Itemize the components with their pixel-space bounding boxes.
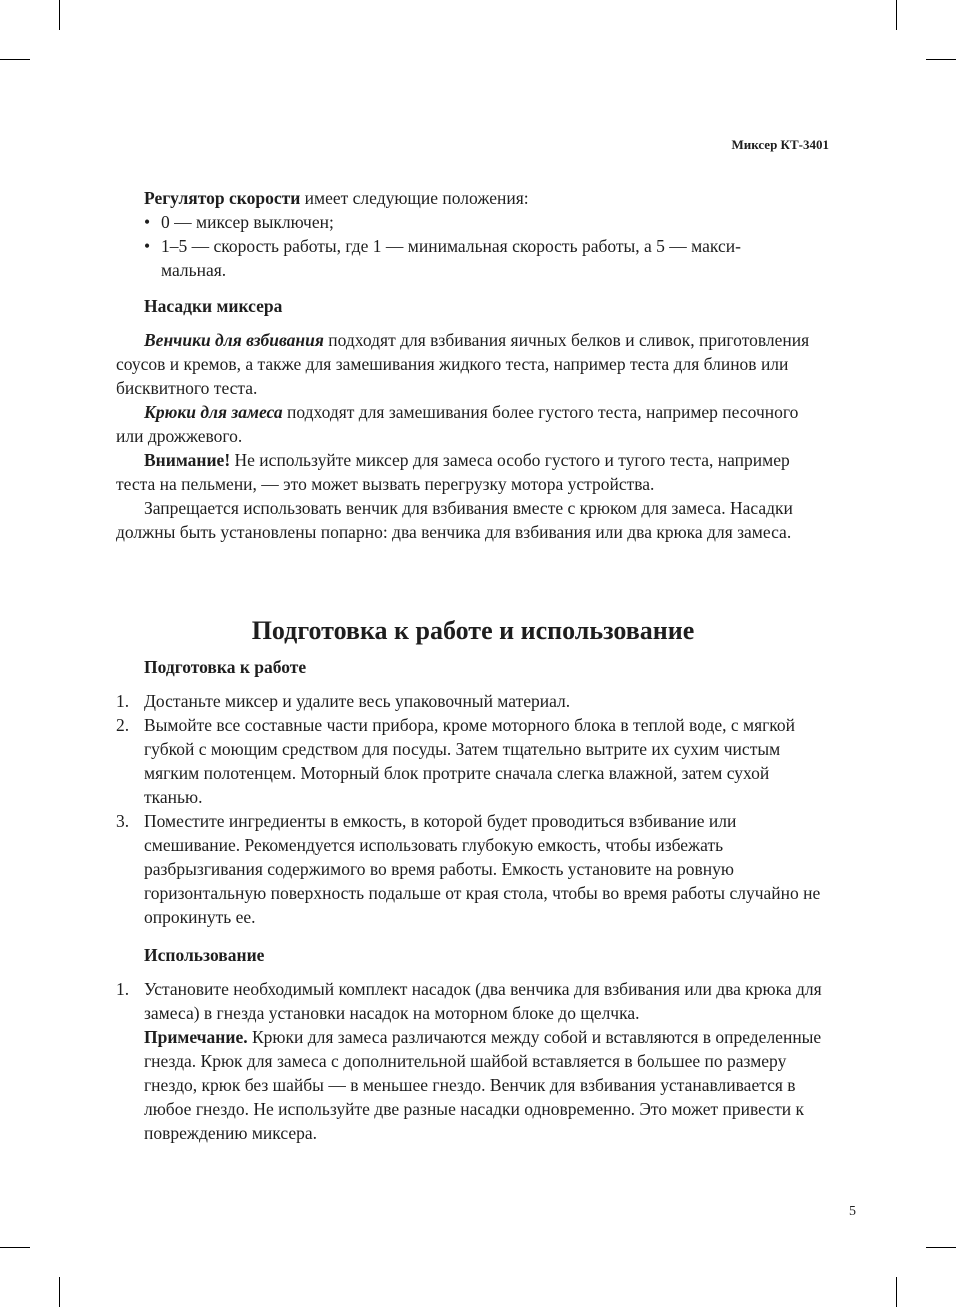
page-body bbox=[116, 186, 830, 1145]
list-item bbox=[116, 689, 830, 713]
step-text: Поместите ингредиенты в емкость, в которой будет проводиться взбивание или смешивание. Рекомендуется использовать глубокую емкость, чтобы избежать разбрызгивания содержимого во время работы. Емкость установите на ровную горизонтальную поверхность подальше от края стола, чтобы во время работы случайно не опрокинуть ее. bbox=[144, 811, 821, 927]
speed-intro bbox=[116, 186, 830, 210]
speed-lead-rest: имеет следующие положения: bbox=[300, 188, 529, 208]
prep-heading: Подготовка к работе bbox=[144, 657, 307, 677]
crop-mark bbox=[59, 1277, 60, 1307]
hooks-text: подходят для замешивания более густого теста, например песочного или дрожжевого. bbox=[116, 402, 799, 446]
step-number: 3. bbox=[116, 811, 130, 831]
speed-lead-bold: Регулятор скорости bbox=[144, 188, 301, 208]
crop-mark bbox=[896, 0, 897, 30]
crop-mark bbox=[0, 1247, 30, 1248]
attachments-heading: Насадки миксера bbox=[144, 296, 283, 316]
whisk-paragraph bbox=[116, 328, 830, 400]
note-label: Примечание. bbox=[144, 1027, 248, 1047]
step-number: 1. bbox=[116, 979, 130, 999]
step-text: Достаньте миксер и удалите весь упаковочный материал. bbox=[144, 691, 571, 711]
step-text: Вымойте все составные части прибора, кроме моторного блока в теплой воде, с мягкой губкой с моющим средством для посуды. Затем тщательно вытрите их сухим чистым мягким полотенцем. Моторный блок протрите сначала слегка влажной, затем сухой тканью. bbox=[144, 715, 796, 807]
running-head: Миксер КТ-3401 bbox=[731, 137, 829, 152]
crop-mark bbox=[0, 59, 30, 60]
crop-mark bbox=[926, 1247, 956, 1248]
list-item: • 1–5 — скорость работы, где 1 — минимальная скорость работы, а 5 — макси- мальная. bbox=[144, 234, 830, 282]
whisk-text: подходят для взбивания яичных белков и сливок, приготовления соусов и кремов, а также для замешивания жидкого теста, например теста для блинов или бисквитного теста. bbox=[116, 330, 810, 398]
whisk-term: Венчики для взбивания bbox=[144, 330, 324, 350]
crop-mark bbox=[896, 1277, 897, 1307]
hooks-paragraph bbox=[116, 400, 830, 448]
hooks-term: Крюки для замеса bbox=[144, 402, 283, 422]
use-steps bbox=[116, 977, 830, 1145]
speed-list bbox=[116, 210, 830, 282]
step-number: 1. bbox=[116, 691, 130, 711]
page-number: 5 bbox=[849, 1204, 856, 1219]
warning-text: Не используйте миксер для замеса особо густого и тугого теста, например теста на пельмени, — это может вызвать перегрузку мотора устройства. bbox=[116, 450, 790, 494]
use-heading: Использование bbox=[144, 945, 265, 965]
list-item: • 0 — миксер выключен; bbox=[144, 210, 830, 234]
warning-paragraph bbox=[116, 448, 830, 496]
step-text: Установите необходимый комплект насадок (два венчика для взбивания или два крюка для замеса) в гнезда установки насадок на моторном блоке до щелчка. bbox=[144, 979, 822, 1023]
prohibition-paragraph: Запрещается использовать венчик для взбивания вместе с крюком для замеса. Насадки должны быть установлены попарно: два венчика для взбивания или два крюка для замеса. bbox=[116, 498, 793, 542]
crop-mark bbox=[59, 0, 60, 30]
step-number: 2. bbox=[116, 715, 130, 735]
list-item bbox=[116, 809, 830, 929]
crop-mark bbox=[926, 59, 956, 60]
list-item bbox=[116, 977, 830, 1145]
section-title: Подготовка к работе и использование bbox=[251, 616, 695, 645]
warning-label: Внимание! bbox=[144, 450, 231, 470]
prep-steps bbox=[116, 689, 830, 929]
list-item bbox=[116, 713, 830, 809]
note-text: Крюки для замеса различаются между собой и вставляются в определенные гнезда. Крюк для замеса с дополнительной шайбой вставляется в большее по размеру гнездо, крюк без шайбы — в меньшее гнездо. Венчик для взбивания устанавливается в любое гнездо. Не используйте две разные насадки одновременно. Это может привести к повреждению миксера. bbox=[144, 1027, 822, 1143]
